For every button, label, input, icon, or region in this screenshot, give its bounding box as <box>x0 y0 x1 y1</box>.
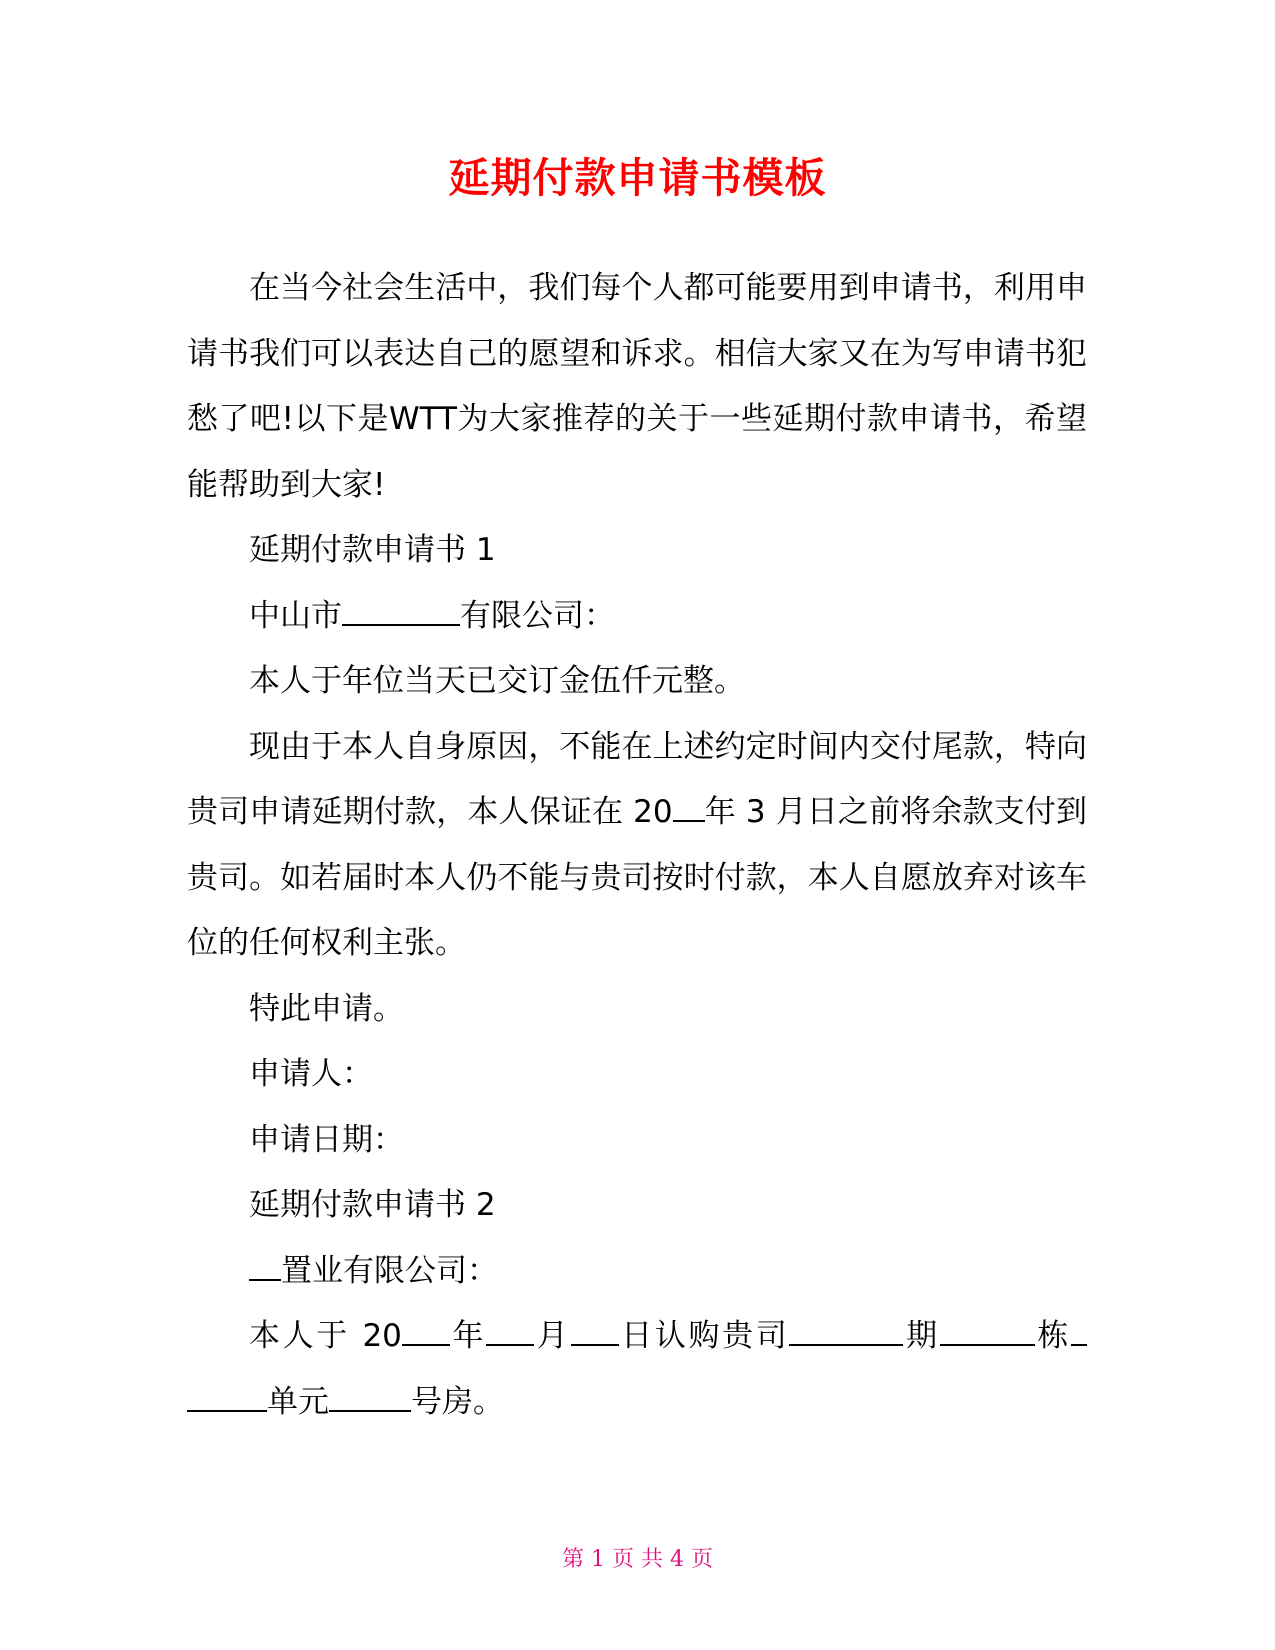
document-body <box>187 256 1087 1435</box>
blank-line <box>249 1253 281 1281</box>
paragraph-text: 现由于本人自身原因，不能在上述约定时间内交付尾款，特向贵司申请延期付款，本人保证在 20 <box>187 728 1087 830</box>
section1-heading: 延期付款申请书 1 <box>249 532 496 568</box>
blank-line <box>187 1384 267 1412</box>
paragraph-text: 单元 <box>267 1383 329 1420</box>
blank-line <box>402 1318 450 1346</box>
blank-line <box>673 794 705 822</box>
section2-heading: 延期付款申请书 2 <box>249 1187 496 1223</box>
intro-paragraph: 在当今社会生活中，我们每个人都可能要用到申请书，利用申请书我们可以表达自己的愿望和诉求。相信大家又在为写申请书犯愁了吧!以下是WTT为大家推荐的关于一些延期付款申请书，希望能帮助到大家! <box>187 270 1087 503</box>
section1-paragraph-2 <box>187 715 1087 977</box>
blank-line <box>940 1318 1035 1346</box>
section1-paragraph-1: 本人于年位当天已交订金伍仟元整。 <box>249 663 745 699</box>
blank-line <box>329 1384 411 1412</box>
blank-line <box>1071 1318 1087 1346</box>
addressee-prefix: 中山市 <box>249 597 342 634</box>
paragraph-text: 日认购贵司 <box>618 1318 790 1354</box>
section1-closing: 特此申请。 <box>249 990 404 1027</box>
paragraph-text: 号房。 <box>411 1383 504 1420</box>
blank-line <box>486 1318 534 1346</box>
blank-line <box>571 1318 619 1346</box>
application-date-label: 申请日期： <box>249 1121 404 1158</box>
section2-addressee <box>187 1239 1087 1305</box>
paragraph-text: 期 <box>903 1318 940 1354</box>
blank-line <box>342 598 460 626</box>
paragraph-text: 年 3 月日之前将余款支付到贵司。如若届时本人仍不能与贵司按时付款，本人自愿放弃对该车位的任何权利主张。 <box>187 794 1087 961</box>
section2-paragraph-1 <box>187 1304 1087 1435</box>
applicant-label: 申请人： <box>249 1056 373 1092</box>
section1-addressee <box>187 584 1087 650</box>
document-title: 延期付款申请书模板 <box>448 154 827 202</box>
blank-line <box>789 1318 903 1346</box>
paragraph-text: 栋 <box>1034 1318 1072 1354</box>
addressee-text: 置业有限公司： <box>281 1252 498 1289</box>
page-number-footer: 第 1 页 共 4 页 <box>562 1547 713 1572</box>
paragraph-text: 本人于 20 <box>249 1318 402 1354</box>
addressee-suffix: 有限公司： <box>460 597 615 634</box>
paragraph-text: 月 <box>534 1318 571 1354</box>
paragraph-text: 年 <box>449 1318 487 1354</box>
